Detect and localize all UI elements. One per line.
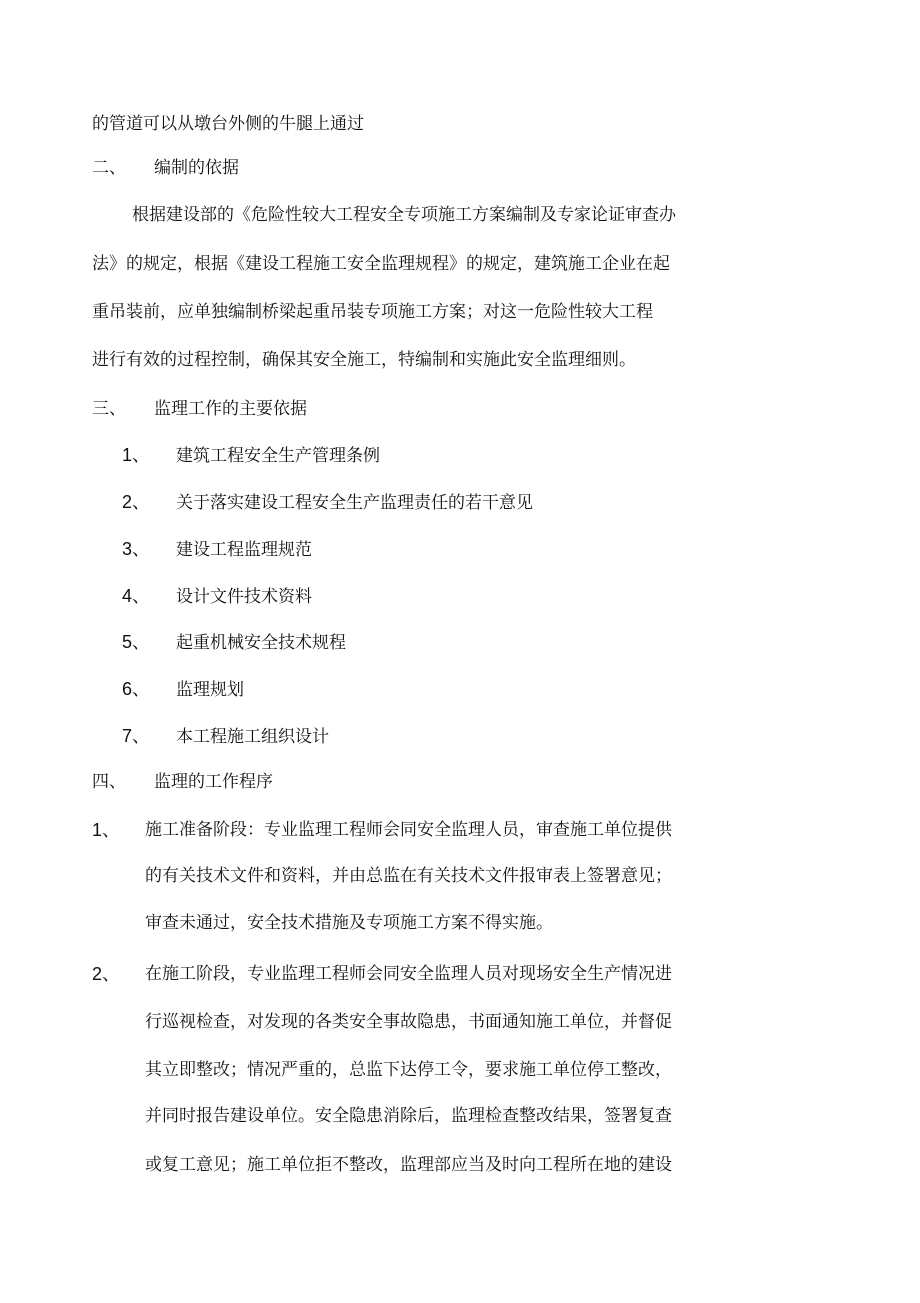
item-number: 5、 (122, 632, 151, 652)
item-text: 起重机械安全技术规程 (176, 633, 347, 653)
step-line: 行巡视检查，对发现的各类安全事故隐患，书面通知施工单位，并督促 (145, 1012, 672, 1032)
step-line: 在施工阶段，专业监理工程师会同安全监理人员对现场安全生产情况进 (145, 964, 672, 984)
step-line: 施工准备阶段：专业监理工程师会同安全监理人员，审查施工单位提供 (145, 820, 672, 840)
section-title: 编制的依据 (154, 158, 239, 178)
item-text: 监理规划 (176, 680, 245, 700)
paragraph-line: 根据建设部的《危险性较大工程安全专项施工方案编制及专家论证审查办 (132, 205, 676, 225)
step-line: 的有关技术文件和资料，并由总监在有关技术文件报审表上签署意见； (145, 866, 672, 886)
section-heading-3 (92, 397, 307, 421)
step-number: 2、 (92, 964, 121, 984)
list-item (122, 724, 329, 749)
step-line: 并同时报告建设单位。安全隐患消除后，监理检查整改结果，签署复查 (145, 1106, 672, 1126)
item-text: 建设工程监理规范 (176, 540, 313, 560)
list-item (122, 443, 380, 468)
section-number: 四、 (92, 772, 126, 792)
item-text: 本工程施工组织设计 (176, 727, 330, 747)
item-number: 3、 (122, 539, 151, 559)
section-number: 二、 (92, 158, 126, 178)
item-number: 1、 (122, 445, 151, 465)
list-item (122, 677, 244, 702)
paragraph-line: 法》的规定，根据《建设工程施工安全监理规程》的规定，建筑施工企业在起 (92, 254, 670, 274)
paragraph-line: 重吊装前，应单独编制桥梁起重吊装专项施工方案；对这一危险性较大工程 (92, 302, 653, 322)
item-number: 7、 (122, 726, 151, 746)
item-number: 4、 (122, 586, 151, 606)
item-number: 2、 (122, 492, 151, 512)
list-item (122, 584, 312, 609)
list-item (122, 630, 346, 655)
item-text: 设计文件技术资料 (176, 587, 313, 607)
step-line: 或复工意见；施工单位拒不整改，监理部应当及时向工程所在地的建设 (145, 1155, 672, 1175)
section-title: 监理工作的主要依据 (154, 399, 307, 419)
section-heading-4 (92, 770, 273, 794)
continuation-text: 的管道可以从墩台外侧的牛腿上通过 (92, 114, 364, 134)
step-line: 审查未通过，安全技术措施及专项施工方案不得实施。 (145, 913, 553, 933)
item-number: 6、 (122, 679, 151, 699)
item-text: 关于落实建设工程安全生产监理责任的若干意见 (176, 493, 534, 513)
step-number: 1、 (92, 820, 121, 840)
section-title: 监理的工作程序 (154, 772, 273, 792)
paragraph-line: 进行有效的过程控制，确保其安全施工，特编制和实施此安全监理细则。 (92, 350, 636, 370)
section-heading-2 (92, 156, 239, 180)
item-text: 建筑工程安全生产管理条例 (176, 446, 381, 466)
step-line: 其立即整改；情况严重的，总监下达停工令，要求施工单位停工整改， (145, 1060, 672, 1080)
section-number: 三、 (92, 399, 126, 419)
list-item (122, 490, 533, 515)
list-item (122, 537, 312, 562)
